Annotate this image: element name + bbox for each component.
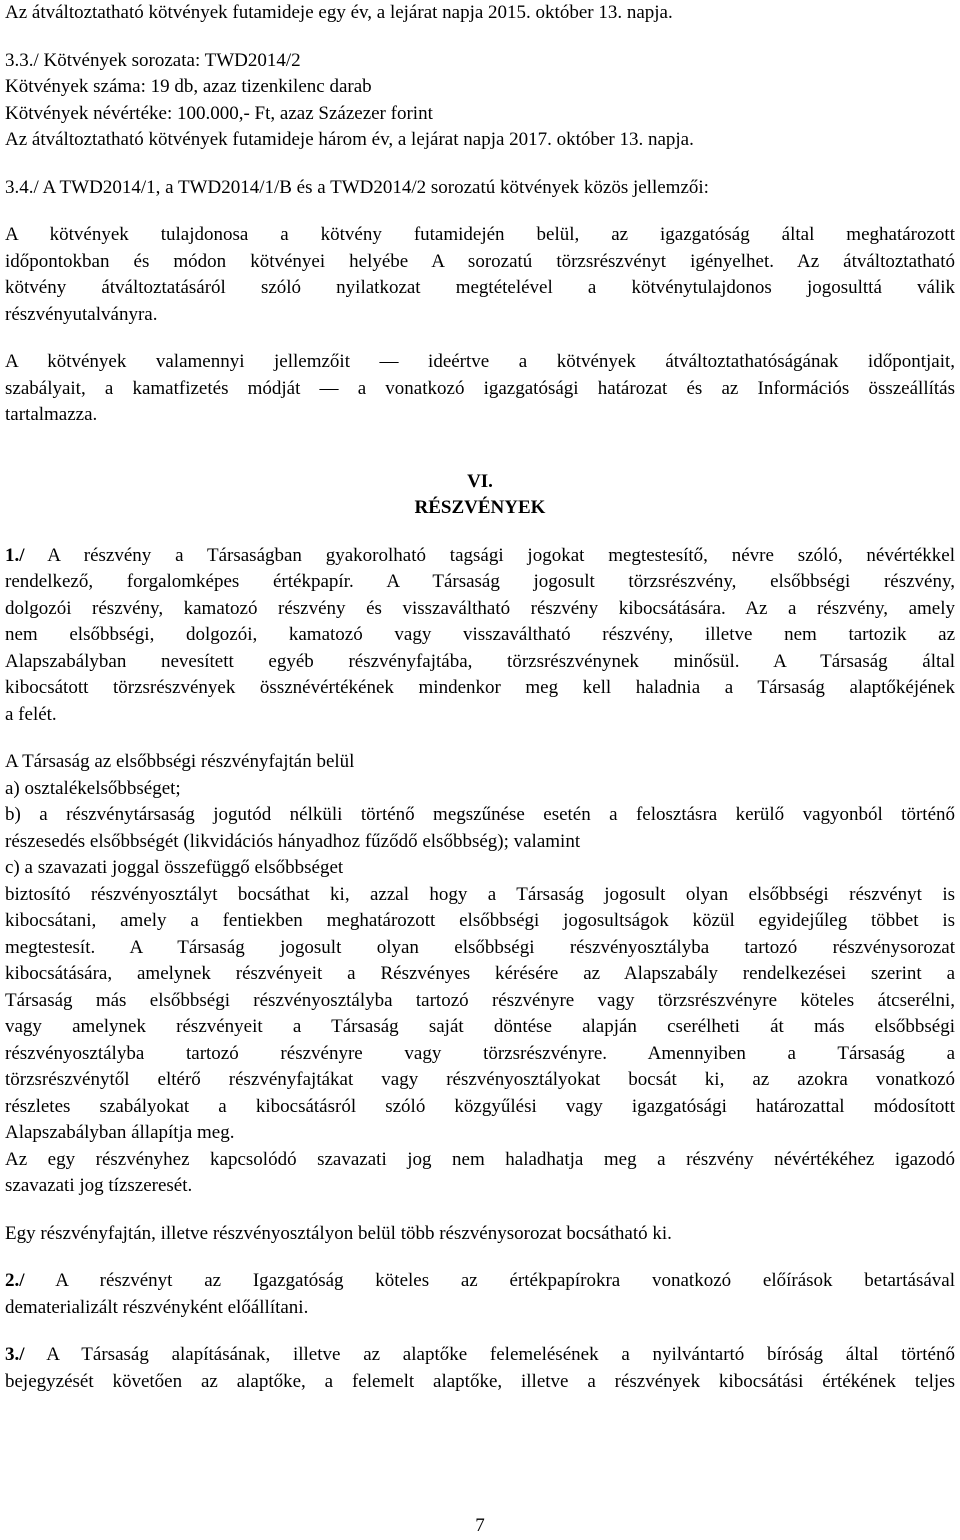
text-line: a) osztalékelsőbbséget; bbox=[5, 777, 181, 799]
text-line: Alapszabályban nevesített egyéb részvényfajtába, törzsrészvénynek minősül. A Társaság által bbox=[5, 650, 955, 672]
text-line: dematerializált részvényként előállítani. bbox=[5, 1296, 309, 1318]
text-line: szavazati jog tízszeresét. bbox=[5, 1175, 193, 1196]
chapter-number: VI. bbox=[467, 470, 493, 492]
text-line: kötvény átváltoztatásáról szóló nyilatkozat megtételével a kötvénytulajdonos jogosulttá válik bbox=[5, 277, 955, 298]
text-line: vagy amelynek részvényeit a Társaság saját döntése alapján cserélheti át más elsőbbségi bbox=[5, 1016, 955, 1037]
text-line: c) a szavazati joggal összefüggő elsőbbséget bbox=[5, 857, 344, 878]
text-line: kibocsátott törzsrészvények össznévértékének mindenkor meg kell haladnia a Társaság alaptőkéjének bbox=[5, 677, 955, 698]
text-line: Az átváltoztatható kötvények futamideje egy év, a lejárat napja 2015. október 13. napja. bbox=[5, 2, 673, 23]
text-line: A Társaság az elsőbbségi részvényfajtán belül bbox=[5, 751, 355, 772]
text-line: Kötvények névértéke: 100.000,- Ft, azaz Százezer forint bbox=[5, 102, 433, 124]
intro-paragraph bbox=[5, 0, 955, 27]
text-line: szabályait, a kamatfizetés módját — a vonatkozó igazgatósági határozat és az Információs összeállítás bbox=[5, 377, 955, 399]
text-line: törzsrészvénytől eltérő részvényfajtákat vagy részvényosztályokat bocsát ki, az azokra vonatkozó bbox=[5, 1069, 955, 1090]
text-segment: A részvényt az Igazgatóság köteles az értékpapírokra vonatkozó előírások betartásával bbox=[55, 1270, 955, 1291]
text-line bbox=[5, 543, 955, 570]
text-line: a felét. bbox=[5, 703, 57, 725]
chapter-title: RÉSZVÉNYEK bbox=[414, 497, 546, 518]
text-line: dolgozói részvény, kamatozó részvény és visszaváltható részvény kibocsátására. Az a részvény, amely bbox=[5, 597, 955, 619]
section-3-3 bbox=[5, 48, 955, 154]
text-line: kibocsátására, amelynek részvényeit a Részvényes kérésére az Alapszabály rendelkezései szerint a bbox=[5, 963, 955, 984]
text-line: részvényutalványra. bbox=[5, 303, 158, 325]
paragraph-conversion-right bbox=[5, 222, 955, 328]
section-3-4-heading bbox=[5, 175, 955, 202]
text-line: b) a részvénytársaság jogutód nélküli történő megszűnése esetén a felosztásra kerülő vagyonból történő bbox=[5, 804, 955, 825]
document-page bbox=[5, 0, 955, 1395]
text-line: kibocsátani, amely a fentiekben meghatározott elsőbbségi jogosultságok közül egyidejűleg többet is bbox=[5, 910, 955, 931]
text-line: biztosító részvényosztályt bocsáthat ki, azzal hogy a Társaság jogosult olyan elsőbbségi részvényt is bbox=[5, 883, 955, 905]
paragraph-shares-2 bbox=[5, 1268, 955, 1321]
paragraph-bond-features bbox=[5, 349, 955, 429]
text-line: 3.4./ A TWD2014/1, a TWD2014/1/B és a TWD2014/2 sorozatú kötvények közös jellemzői: bbox=[5, 176, 709, 198]
page-number: 7 bbox=[475, 1515, 485, 1536]
text-line: A kötvények tulajdonosa a kötvény futamidején belül, az igazgatóság által meghatározott bbox=[5, 224, 955, 245]
text-line: Társaság más elsőbbségi részvényosztályba tartozó részvényre vagy törzsrészvényre köteles átcserélni, bbox=[5, 989, 955, 1011]
text-line: Az egy részvényhez kapcsolódó szavazati jog nem haladhatja meg a részvény névértékéhez igazodó bbox=[5, 1148, 955, 1170]
text-line: részletes szabályokat a kibocsátásról szóló közgyűlési vagy igazgatósági határozattal módosított bbox=[5, 1095, 955, 1117]
text-line bbox=[5, 1342, 955, 1369]
text-segment: A Társaság alapításának, illetve az alaptőke felemelésének a nyilvántartó bíróság által történő bbox=[46, 1344, 955, 1365]
text-line: Alapszabályban állapítja meg. bbox=[5, 1122, 235, 1143]
text-line: tartalmazza. bbox=[5, 404, 98, 425]
text-line: Egy részvényfajtán, illetve részvényosztályon belül több részvénysorozat bocsátható ki. bbox=[5, 1222, 672, 1244]
item-number: 3./ bbox=[5, 1344, 25, 1365]
item-number: 1./ bbox=[5, 544, 25, 566]
text-line: részvényosztályba tartozó részvényre vagy törzsrészvényre. Amennyiben a Társaság a bbox=[5, 1042, 955, 1064]
text-line: megtestesít. A Társaság jogosult olyan elsőbbségi részvényosztályba tartozó részvénysorozat bbox=[5, 936, 955, 958]
item-number: 2./ bbox=[5, 1270, 25, 1291]
paragraph-shares-1 bbox=[5, 543, 955, 729]
text-line: Az átváltoztatható kötvények futamideje három év, a lejárat napja 2017. október 13. napja. bbox=[5, 129, 694, 150]
paragraph-shares-3 bbox=[5, 1342, 955, 1395]
text-line: Kötvények száma: 19 db, azaz tizenkilenc darab bbox=[5, 76, 372, 97]
text-line: időpontokban és módon kötvényei helyébe A sorozatú törzsrészvényt igényelhet. Az átváltoztatható bbox=[5, 250, 955, 272]
text-line: bejegyzését követően az alaptőke, a felemelt alaptőke, illetve a részvények kibocsátási értékének teljes bbox=[5, 1370, 955, 1392]
text-line bbox=[5, 1268, 955, 1295]
text-line: rendelkező, forgalomképes értékpapír. A Társaság jogosult törzsrészvény, elsőbbségi részvény, bbox=[5, 571, 955, 592]
text-line: részesedés elsőbbségét (likvidációs hányadhoz fűződő elsőbbség); valamint bbox=[5, 830, 581, 852]
text-line: 3.3./ Kötvények sorozata: TWD2014/2 bbox=[5, 49, 301, 71]
text-line: nem elsőbbségi, dolgozói, kamatozó vagy visszaváltható részvény, illetve nem tartozik az bbox=[5, 624, 955, 645]
paragraph-share-series bbox=[5, 1221, 955, 1248]
text-segment: A részvény a Társaságban gyakorolható tagsági jogokat megtestesítő, névre szóló, névértékkel bbox=[47, 544, 956, 566]
paragraph-preferred-shares bbox=[5, 749, 955, 1200]
text-line: A kötvények valamennyi jellemzőit — ideértve a kötvények átváltoztathatóságának időpontjait, bbox=[5, 351, 955, 372]
